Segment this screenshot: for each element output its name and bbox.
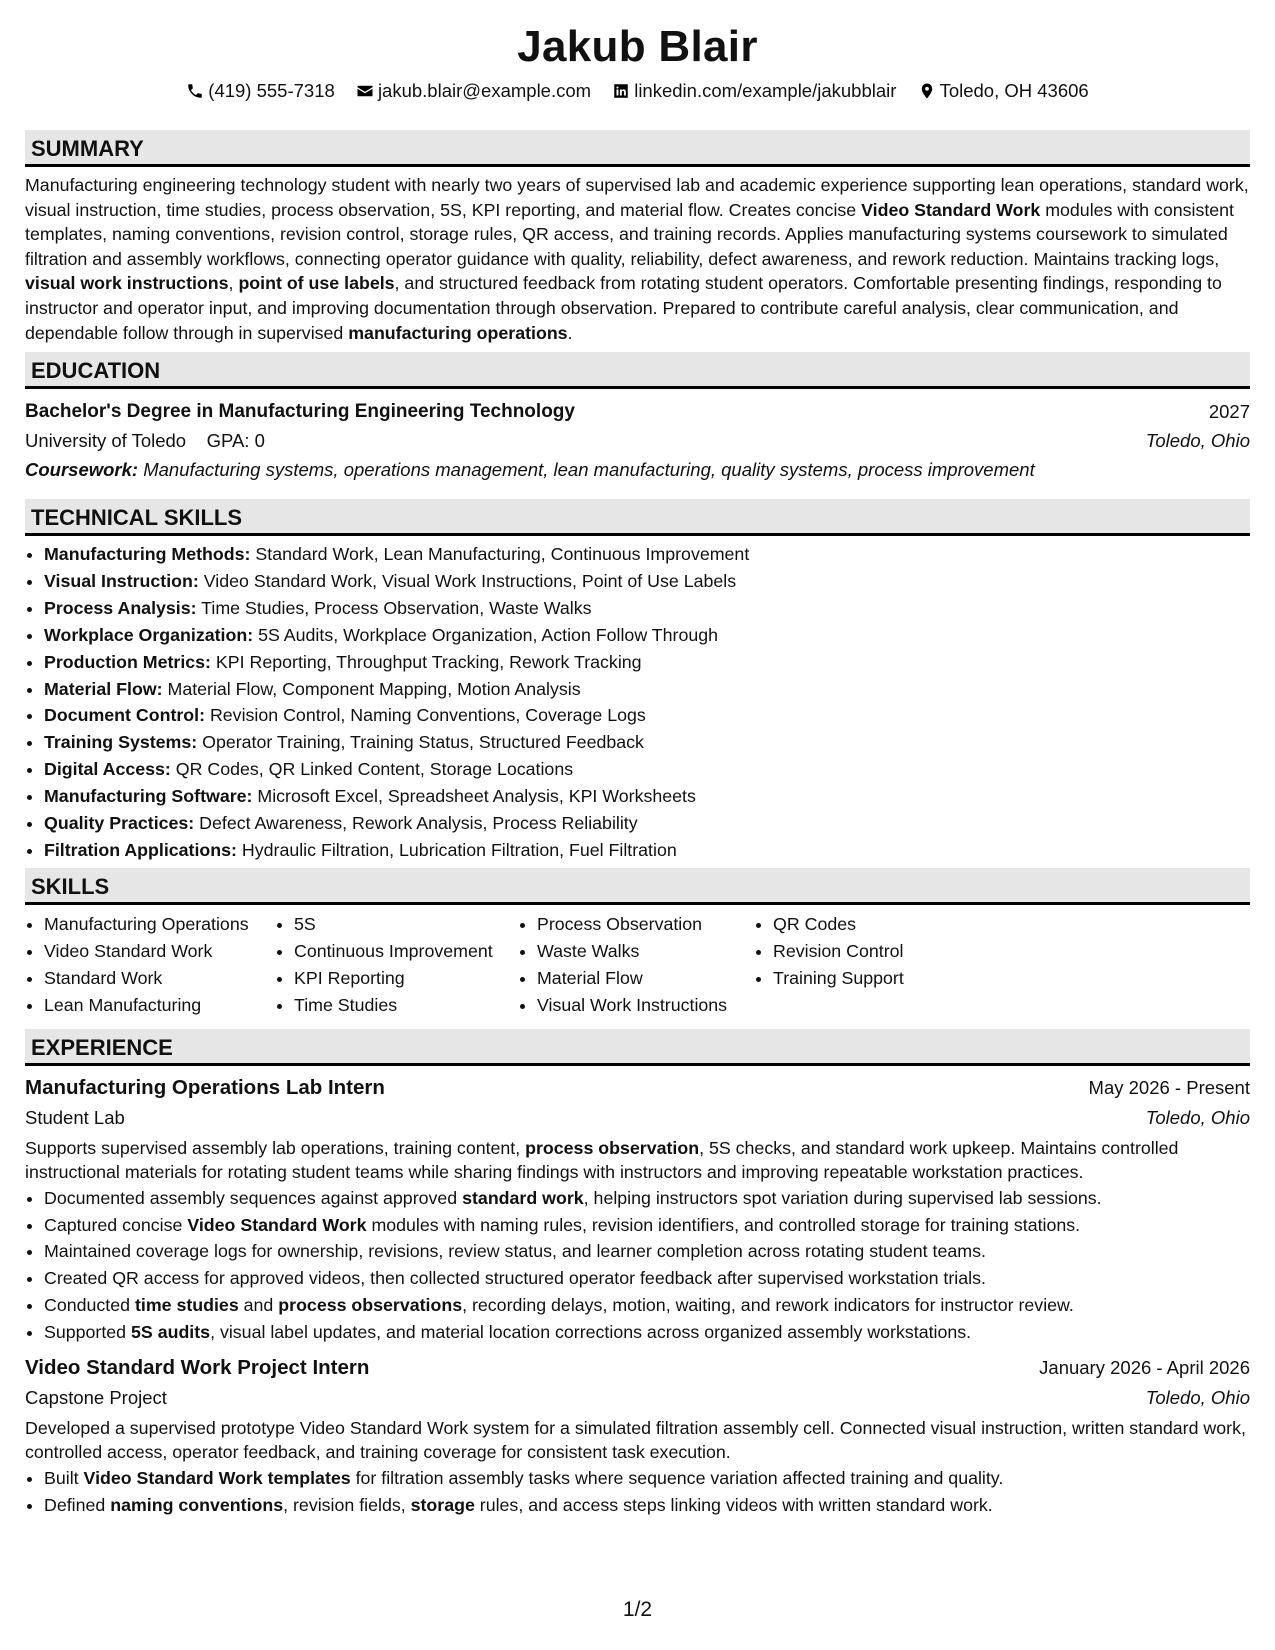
coursework — [25, 455, 1250, 485]
coursework-text: Manufacturing systems, operations management, lean manufacturing, quality systems, process improvement — [138, 459, 1035, 480]
list-item: • Digital Access: QR Codes, QR Linked Content, Storage Locations — [44, 756, 1250, 783]
list-item: • Quality Practices: Defect Awareness, Rework Analysis, Process Reliability — [44, 810, 1250, 837]
job-org-row — [25, 1103, 1250, 1133]
job-header — [25, 1073, 1250, 1103]
list-item: • Time Studies — [294, 992, 518, 1019]
school-row — [25, 426, 1250, 455]
degree-title: Bachelor's Degree in Manufacturing Engineering Technology — [25, 400, 575, 422]
list-item: • Process Analysis: Time Studies, Process Observation, Waste Walks — [44, 595, 1250, 622]
list-item: • Process Observation — [537, 911, 754, 938]
list-item: • Video Standard Work — [44, 938, 275, 965]
gpa: GPA: 0 — [206, 429, 265, 451]
list-item: • Created QR access for approved videos, then collected structured operator feedback after supervised workstation trials. — [44, 1265, 1250, 1292]
job-dates: May 2026 - Present — [1088, 1077, 1250, 1098]
summary-section — [25, 130, 1250, 345]
email-text: jakub.blair@example.com — [377, 80, 592, 101]
list-item: • Supported 5S audits, visual label updates, and material location corrections across organized assembly workstations. — [44, 1319, 1250, 1346]
section-heading: SUMMARY — [25, 130, 1250, 167]
job-location: Toledo, Ohio — [1145, 1387, 1250, 1409]
degree-row — [25, 397, 1250, 426]
list-item: • Material Flow — [537, 965, 754, 992]
list-item: • Waste Walks — [537, 938, 754, 965]
job-description: Developed a supervised prototype Video Standard Work system for a simulated filtration assembly cell. Connected visual instruction, written standard work, controlled access, operator feedback, and training coverage for consistent task execution. — [25, 1418, 1246, 1462]
summary-text: Manufacturing engineering technology student with nearly two years of supervised lab and academic experience supporting lean operations, standard work, visual instruction, time studies, process observation, 5S, KPI reporting, and material flow. Creates concise Video Standard Work modules with consistent templates, naming conventions, revision control, storage rules, QR access, and training records. Applies manufacturing systems coursework to simulated filtration and assembly workflows, connecting operator guidance with quality, reliability, defect awareness, and rework reduction. Maintains tracking logs, visual work instructions, point of use labels, and structured feedback from rotating student operators. Comfortable presenting findings, responding to instructor and operator input, and improving documentation through observation. Prepared to contribute careful analysis, clear communication, and dependable follow through in supervised manufacturing operations. — [25, 175, 1249, 343]
skills-column — [754, 911, 1013, 1019]
linkedin-text: linkedin.com/example/jakubblair — [634, 80, 897, 101]
candidate-name: Jakub Blair — [517, 22, 758, 71]
job-header — [25, 1353, 1250, 1383]
job-dates: January 2026 - April 2026 — [1039, 1357, 1250, 1379]
technical-skills-section — [25, 499, 1250, 864]
linkedin-icon — [612, 82, 630, 100]
job-org: Student Lab — [25, 1107, 125, 1128]
job-location: Toledo, Ohio — [1145, 1107, 1250, 1128]
list-item: • Material Flow: Material Flow, Component Mapping, Motion Analysis — [44, 676, 1250, 703]
section-heading: EXPERIENCE — [25, 1029, 1250, 1066]
school-location: Toledo, Ohio — [1145, 429, 1250, 451]
list-item: • 5S — [294, 911, 518, 938]
list-item: • QR Codes — [773, 911, 1013, 938]
list-item: • Manufacturing Software: Microsoft Excel, Spreadsheet Analysis, KPI Worksheets — [44, 783, 1250, 810]
experience-entry — [25, 1073, 1250, 1345]
list-item: • Captured concise Video Standard Work modules with naming rules, revision identifiers, and controlled storage for training stations. — [44, 1212, 1250, 1239]
skills-column — [25, 911, 275, 1019]
list-item: • Document Control: Revision Control, Naming Conventions, Coverage Logs — [44, 702, 1250, 729]
list-item: • Filtration Applications: Hydraulic Filtration, Lubrication Filtration, Fuel Filtration — [44, 837, 1250, 864]
contact-linkedin[interactable] — [612, 80, 896, 102]
education-section — [25, 352, 1250, 485]
list-item: • Manufacturing Operations — [44, 911, 275, 938]
phone-text: (419) 555-7318 — [208, 80, 335, 101]
section-heading: EDUCATION — [25, 352, 1250, 389]
job-description: Supports supervised assembly lab operations, training content, process observation, 5S checks, and standard work upkeep. Maintains controlled instructional materials for rotating student teams while sharing findings with instructors and improving repeatable workstation practices. — [25, 1138, 1179, 1182]
contact-phone[interactable] — [186, 80, 335, 102]
envelope-icon — [356, 82, 374, 100]
list-item: • Defined naming conventions, revision fields, storage rules, and access steps linking videos with written standard work. — [44, 1492, 1250, 1519]
school-info — [25, 430, 265, 452]
technical-skills-list — [25, 541, 1250, 864]
map-pin-icon — [918, 82, 936, 100]
contact-line — [0, 80, 1275, 102]
job-org: Capstone Project — [25, 1387, 167, 1409]
list-item: • Production Metrics: KPI Reporting, Throughput Tracking, Rework Tracking — [44, 649, 1250, 676]
list-item: • Lean Manufacturing — [44, 992, 275, 1019]
list-item: • Continuous Improvement — [294, 938, 518, 965]
list-item: • Built Video Standard Work templates for filtration assembly tasks where sequence variation affected training and quality. — [44, 1465, 1250, 1492]
coursework-label: Coursework: — [25, 459, 139, 480]
job-bullets — [25, 1185, 1250, 1345]
location-text: Toledo, OH 43606 — [939, 80, 1089, 101]
contact-location — [918, 80, 1089, 102]
list-item: • KPI Reporting — [294, 965, 518, 992]
list-item: • Visual Work Instructions — [537, 992, 754, 1019]
skills-column — [275, 911, 518, 1019]
list-item: • Conducted time studies and process observations, recording delays, motion, waiting, and rework indicators for instructor review. — [44, 1292, 1250, 1319]
list-item: • Workplace Organization: 5S Audits, Workplace Organization, Action Follow Through — [44, 622, 1250, 649]
list-item: • Training Systems: Operator Training, Training Status, Structured Feedback — [44, 729, 1250, 756]
page-number: 1/2 — [622, 1598, 653, 1621]
degree-year: 2027 — [1208, 400, 1250, 422]
list-item: • Standard Work — [44, 965, 275, 992]
list-item: • Maintained coverage logs for ownership, revisions, review status, and learner completion across rotating student teams. — [44, 1238, 1250, 1265]
list-item: • Revision Control — [773, 938, 1013, 965]
job-title: Video Standard Work Project Intern — [25, 1356, 370, 1380]
skills-column — [518, 911, 754, 1019]
phone-icon — [186, 82, 204, 100]
job-org-row — [25, 1383, 1250, 1413]
job-bullets — [25, 1465, 1250, 1518]
list-item: • Manufacturing Methods: Standard Work, Lean Manufacturing, Continuous Improvement — [44, 541, 1250, 568]
section-heading: TECHNICAL SKILLS — [25, 499, 1250, 536]
skills-section — [25, 868, 1250, 1019]
list-item: • Visual Instruction: Video Standard Work, Visual Work Instructions, Point of Use Labels — [44, 568, 1250, 595]
experience-entry — [25, 1353, 1250, 1518]
contact-email[interactable] — [356, 80, 591, 102]
section-heading: SKILLS — [25, 868, 1250, 905]
list-item: • Documented assembly sequences against approved standard work, helping instructors spot variation during supervised lab sessions. — [44, 1185, 1250, 1212]
experience-section — [25, 1029, 1250, 1519]
skills-grid — [25, 911, 1250, 1019]
list-item: • Training Support — [773, 965, 1013, 992]
school-name: University of Toledo — [25, 429, 187, 451]
job-title: Manufacturing Operations Lab Intern — [25, 1076, 385, 1099]
